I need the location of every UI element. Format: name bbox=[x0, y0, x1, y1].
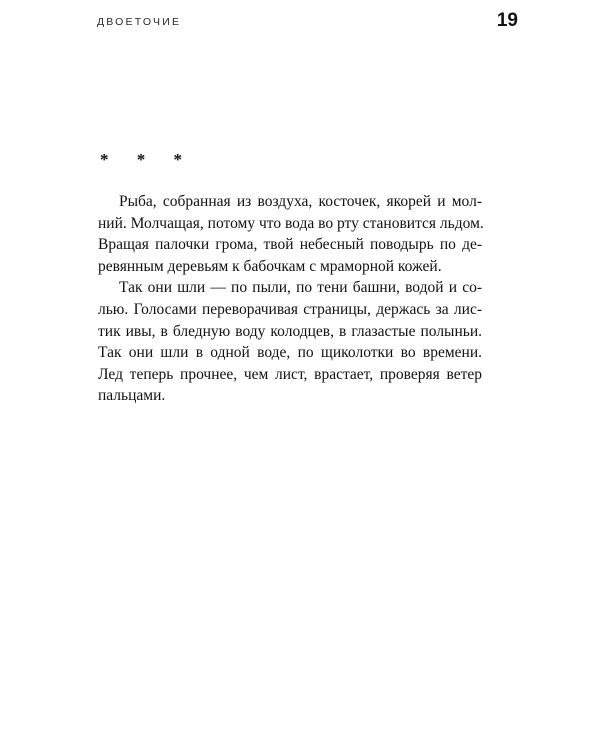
text-line: ревянным деревьям к бабочкам с мраморной кожей. bbox=[98, 257, 442, 275]
text-line: Так они шли в одной воде, по щиколотки во времени. bbox=[98, 344, 482, 362]
text-line: пальцами. bbox=[98, 387, 166, 405]
text-line: тик ивы, в бледную воду колодцев, в глазастые полыньи. bbox=[98, 322, 482, 340]
paragraph-1 bbox=[98, 191, 482, 277]
page-number: 19 bbox=[496, 10, 518, 31]
text-line: Вращая палочки грома, твой небесный поводырь по де- bbox=[98, 236, 482, 254]
text-line: Так они шли — по пыли, по тени башни, водой и со- bbox=[119, 279, 482, 297]
text-line: Лед теперь прочнее, чем лист, врастает, проверяя ветер bbox=[98, 365, 482, 383]
paragraph-2 bbox=[98, 277, 482, 407]
text-line: Рыба, собранная из воздуха, косточек, якорей и мол- bbox=[119, 193, 482, 210]
body-text bbox=[98, 191, 482, 407]
text-line: ний. Молчащая, потому что вода во рту становится льдом. bbox=[98, 214, 484, 232]
text-line: лью. Голосами переворачивая страницы, держась за лис- bbox=[98, 300, 482, 318]
running-head-title: ДВОЕТОЧИЕ bbox=[97, 16, 182, 28]
section-break: * * * bbox=[100, 150, 194, 169]
